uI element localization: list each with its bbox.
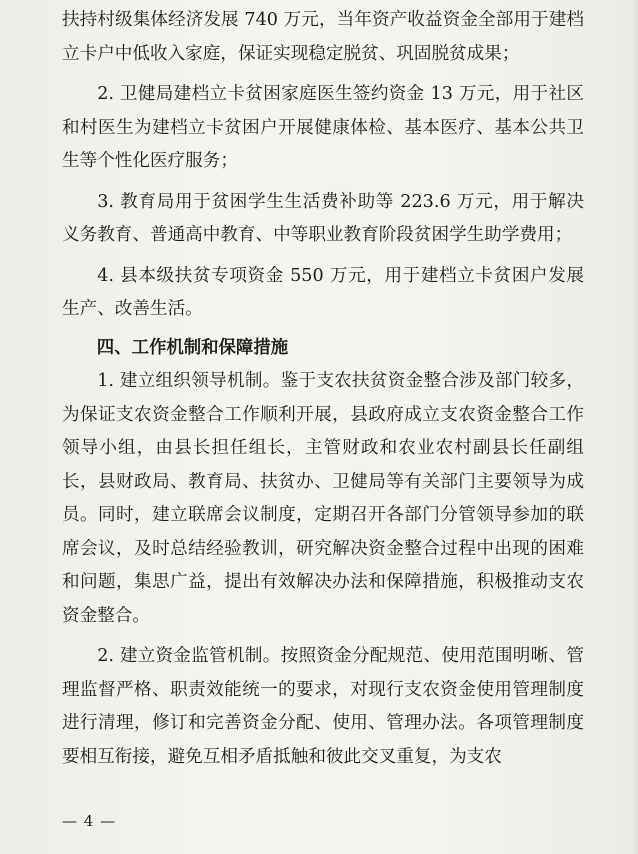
paragraph-continuation: 扶持村级集体经济发展 740 万元，当年资产收益资金全部用于建档立卡户中低收入家庭，保证实现稳定脱贫、巩固脱贫成果； bbox=[62, 10, 584, 64]
paragraph-item-3: 3. 教育局用于贫困学生生活费补助等 223.6 万元，用于解决义务教育、普通高中教育、中等职业教育阶段贫困学生助学费用； bbox=[62, 191, 584, 245]
paragraph-gap bbox=[62, 71, 584, 78]
paragraph-item-4: 4. 县本级扶贫专项资金 550 万元，用于建档立卡贫困户发展生产、改善生活。 bbox=[62, 265, 584, 319]
document-body bbox=[62, 4, 584, 774]
paragraph-gap bbox=[62, 633, 584, 640]
paragraph-mechanism-1: 1. 建立组织领导机制。鉴于支农扶贫资金整合涉及部门较多，为保证支农资金整合工作顺利开展，县政府成立支农资金整合工作领导小组，由县长担任组长，主管财政和农业农村副县长任副组长，县财政局、教育局、扶贫办、卫健局等有关部门主要领导为成员。同时，建立联席会议制度，定期召开各部门分管领导参加的联席会议，及时总结经验教训，研究解决资金整合过程中出现的困难和问题，集思广益，提出有效解决办法和保障措施，积极推动支农资金整合。 bbox=[62, 371, 584, 626]
page-edge-shadow bbox=[632, 0, 638, 854]
paragraph-gap bbox=[62, 179, 584, 186]
section-heading: 四、工作机制和保障措施 bbox=[96, 337, 289, 358]
paragraph-item-2: 2. 卫健局建档立卡贫困家庭医生签约资金 13 万元，用于社区和村医生为建档立卡贫困户开展健康体检、基本医疗、基本公共卫生等个性化医疗服务； bbox=[62, 84, 584, 171]
paragraph-mechanism-2: 2. 建立资金监管机制。按照资金分配规范、使用范围明晰、管理监督严格、职责效能统一的要求，对现行支农资金使用管理制度进行清理，修订和完善资金分配、使用、管理办法。各项管理制度要相互衔接，避免互相矛盾抵触和彼此交叉重复，为支农 bbox=[62, 646, 584, 767]
paragraph-gap bbox=[62, 253, 584, 260]
page-number: — 4 — bbox=[62, 812, 117, 830]
